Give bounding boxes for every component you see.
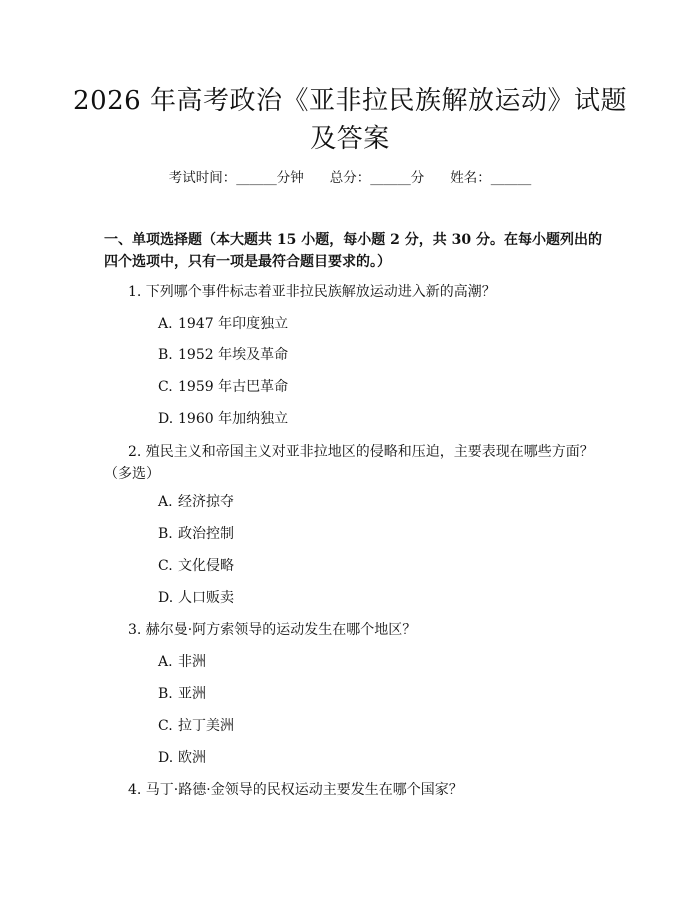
option-text: 经济掠夺	[178, 494, 234, 510]
option-text: 亚洲	[178, 686, 206, 702]
option-letter: D.	[158, 411, 174, 427]
option-text: 拉丁美洲	[178, 718, 234, 734]
section-heading: 一、单项选择题（本大题共 15 小题，每小题 2 分，共 30 分。在每小题列出的四个选项中，只有一项是最符合题目要求的。）	[104, 232, 602, 270]
option-letter: C.	[158, 379, 173, 395]
question-1-option-d	[158, 408, 578, 430]
option-text: 政治控制	[178, 526, 234, 542]
option-text: 1952 年埃及革命	[178, 347, 289, 363]
exam-time-field: 考试时间：______分钟	[168, 170, 304, 186]
question-2-option-b	[158, 523, 578, 545]
option-letter: B.	[158, 686, 173, 702]
option-letter: B.	[158, 347, 173, 363]
question-1-option-a	[158, 313, 578, 335]
option-text: 文化侵略	[178, 558, 234, 574]
question-2-option-c	[158, 555, 578, 577]
question-3-option-a	[158, 651, 578, 673]
question-1-option-c	[158, 376, 578, 398]
question-4-stem: 4. 马丁·路德·金领导的民权运动主要发生在哪个国家？	[128, 782, 463, 798]
option-letter: A.	[158, 316, 173, 332]
question-3-stem: 3. 赫尔曼·阿方索领导的运动发生在哪个地区？	[128, 622, 417, 638]
option-text: 人口贩卖	[178, 590, 234, 606]
option-letter: C.	[158, 718, 173, 734]
question-1-stem: 1. 下列哪个事件标志着亚非拉民族解放运动进入新的高潮？	[128, 284, 496, 300]
option-text: 非洲	[178, 654, 206, 670]
name-field: 姓名：______	[450, 170, 532, 186]
question-3-option-b	[158, 683, 578, 705]
document-title: 2026 年高考政治《亚非拉民族解放运动》试题及答案	[73, 86, 627, 154]
total-score-field: 总分：______分	[329, 170, 425, 186]
option-letter: A.	[158, 654, 173, 670]
option-text: 1960 年加纳独立	[178, 411, 289, 427]
question-1-option-b	[158, 344, 578, 366]
option-letter: B.	[158, 526, 173, 542]
question-2-option-a	[158, 491, 578, 513]
question-2-option-d	[158, 587, 578, 609]
question-2-stem: 2. 殖民主义和帝国主义对亚非拉地区的侵略和压迫，主要表现在哪些方面？（多选）	[104, 444, 594, 482]
question-3-option-d	[158, 747, 578, 769]
option-letter: A.	[158, 494, 173, 510]
option-text: 1959 年古巴革命	[178, 379, 289, 395]
option-letter: C.	[158, 558, 173, 574]
option-letter: D.	[158, 590, 174, 606]
question-3-option-c	[158, 715, 578, 737]
option-letter: D.	[158, 750, 174, 766]
exam-meta-line	[0, 168, 700, 188]
option-text: 欧洲	[178, 750, 206, 766]
option-text: 1947 年印度独立	[178, 316, 289, 332]
